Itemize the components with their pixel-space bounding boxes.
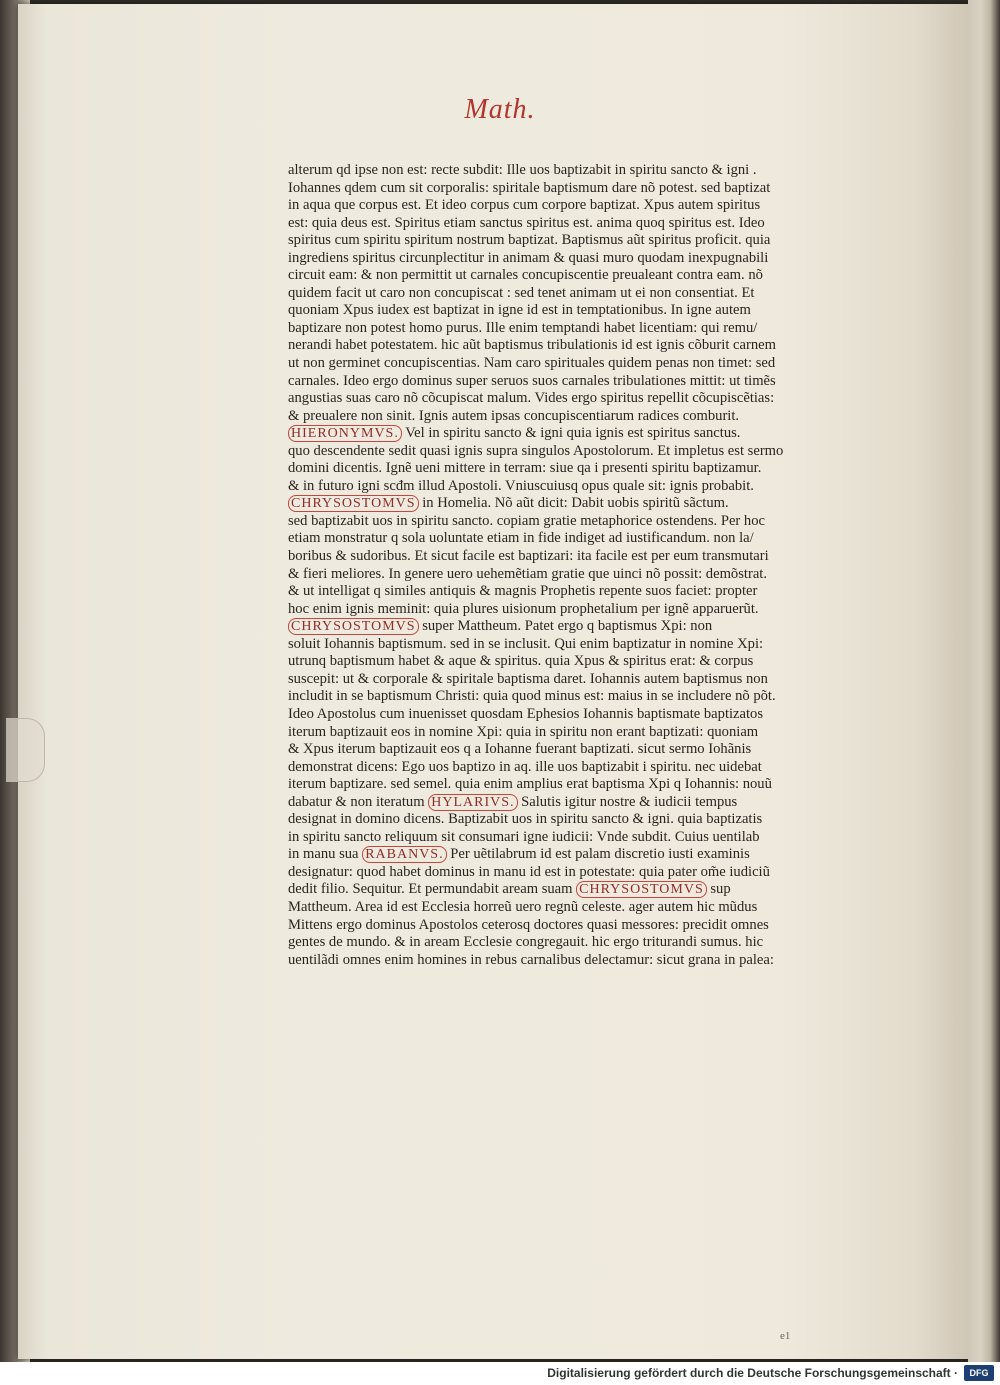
text-line <box>288 267 853 285</box>
text-line <box>288 180 853 198</box>
text-line <box>288 741 853 759</box>
line-text: suscepit: ut & corporale & spiritale baptisma daret. Iohannis autem baptismus non <box>288 670 768 687</box>
line-text: iterum baptizare. sed semel. quia enim amplius erat baptisma Xpi q Iohannis: nouũ <box>288 776 772 793</box>
text-line <box>288 513 853 531</box>
line-text: uentilãdi omnes enim homines in rebus carnalibus delectamur: sicut grana in palea: <box>288 951 774 968</box>
text-line <box>288 408 853 426</box>
page-tab-marker <box>6 718 45 782</box>
rubric-author-name: RABANVS. <box>362 846 446 863</box>
line-text: carnales. Ideo ergo dominus super seruos suos carnales tribulationes mittit: ut timẽs <box>288 372 776 389</box>
book-edge-right <box>968 0 1000 1362</box>
line-text: baptizare non potest homo purus. Ille enim temptandi habet licentiam: qui remu/ <box>288 319 758 336</box>
text-line <box>288 460 853 478</box>
line-text: spiritus cum spiritu spiritum nostrum baptizat. Baptismus aũt spiritus proficit. quia <box>288 232 771 249</box>
line-text: in spiritu sancto reliquum sit consumari igne iudicii: Vnde subdit. Cuius uentilab <box>288 828 760 845</box>
text-line <box>288 759 853 777</box>
text-line <box>288 952 853 970</box>
folio-mark: e1 <box>780 1330 791 1342</box>
line-text: sup <box>706 881 731 898</box>
text-line <box>288 215 853 233</box>
line-text: in manu sua <box>288 846 363 863</box>
line-text: boribus & sudoribus. Et sicut facile est baptizari: ita facile est per eum transmutari <box>288 548 769 565</box>
text-line <box>288 917 853 935</box>
rubric-author-name: CHRYSOSTOMVS <box>288 618 419 635</box>
text-line <box>288 355 853 373</box>
text-line <box>288 478 853 496</box>
text-line <box>288 934 853 952</box>
line-text: Per uẽtilabrum id est palam discretio iusti examinis <box>446 846 750 863</box>
text-line <box>288 794 853 812</box>
rubric-author-name: CHRYSOSTOMVS <box>288 495 419 512</box>
text-line <box>288 302 853 320</box>
line-text: est: quia deus est. Spiritus etiam sanctus spiritus est. anima quoq spiritus est. Ideo <box>288 214 765 231</box>
line-text: Iohannes qdem cum sit corporalis: spiritale baptismum dare nõ potest. sed baptizat <box>288 179 771 196</box>
text-block <box>288 162 853 969</box>
line-text: Ideo Apostolus cum inuenisset quosdam Ephesios Iohannis baptismate baptizatos <box>288 705 764 722</box>
line-text: soluit Iohannis baptismum. sed in se inclusit. Qui enim baptizatur in nomine Xpi: <box>288 635 764 652</box>
line-text: designatur: quod habet dominus in manu id est in potestate: quia pater om̃e iudiciũ <box>288 863 770 880</box>
rubric-author-name: CHRYSOSTOMVS <box>576 881 707 898</box>
text-line <box>288 706 853 724</box>
text-line <box>288 232 853 250</box>
text-line <box>288 390 853 408</box>
text-line <box>288 811 853 829</box>
line-text: utrunq baptismum habet & aque & spiritus. quia Xpus & spiritus erat: & corpus <box>288 653 754 670</box>
footer-credit: Digitalisierung gefördert durch die Deutsche Forschungsgemeinschaft · <box>547 1366 958 1380</box>
line-text: alterum qd ipse non est: recte subdit: Ille uos baptizabit in spiritu sancto & igni . <box>288 162 757 178</box>
text-line <box>288 899 853 917</box>
line-text: gentes de mundo. & in aream Ecclesie congregauit. hic ergo triturandi sumus. hic <box>288 934 764 951</box>
text-line <box>288 443 853 461</box>
line-text: hoc enim ignis meminit: quia plures uisionum prophetalium per ignẽ apparuerũt. <box>288 600 759 617</box>
line-text: angustias suas caro nõ cõcupiscat malum. Vides ergo spiritus repellit cõcupiscẽtias: <box>288 390 775 407</box>
running-head: Math. <box>464 94 536 125</box>
line-text: demonstrat dicens: Ego uos baptizo in aq. ille uos baptizabit i spiritu. nec uidebat <box>288 758 762 775</box>
line-text: sed baptizabit uos in spiritu sancto. copiam gratie metaphorice ostendens. Per hoc <box>288 512 766 529</box>
line-text: ingrediens spiritus circunplectitur in animam & quasi muro quodam inexpugnabili <box>288 249 769 266</box>
line-text: & ut intelligat q similes antiquis & magnis Prophetis repente suos faciet: propter <box>288 583 758 600</box>
text-line <box>288 548 853 566</box>
line-text: Mattheum. Area id est Ecclesia horreũ uero regnũ celeste. ager autem hic mũdus <box>288 898 758 915</box>
line-text: & in futuro igni scđm illud Apostoli. Vniuscuiusq opus quale sit: ignis probabit. <box>288 477 754 494</box>
text-line <box>288 285 853 303</box>
text-line <box>288 724 853 742</box>
text-line <box>288 162 853 180</box>
rubric-author-name: HIERONYMVS. <box>288 425 402 442</box>
text-line <box>288 846 853 864</box>
line-text: ut non germinet concupiscentias. Nam caro spirituales quidem penas non timet: sed <box>288 355 776 372</box>
line-text: quo descendente sedit quasi ignis supra singulos Apostolorum. Et impletus est sermo <box>288 442 784 459</box>
line-text: includit in se baptismum Christi: quia quod minus est: maius in se includere nõ põt. <box>288 688 776 705</box>
footer-bar <box>0 1362 1000 1385</box>
rubric-author-name: HYLARIVS. <box>428 794 517 811</box>
line-text: iterum baptizauit eos in nomine Xpi: quia in spiritu non erant baptizati: quoniam <box>288 723 759 740</box>
dfg-logo-icon: DFG <box>964 1365 994 1381</box>
line-text: domini dicentis. Ignẽ ueni mittere in terram: siue qa i presenti spiritu baptizamur. <box>288 460 762 477</box>
line-text: dedit filio. Sequitur. Et permundabit aream suam <box>288 881 577 898</box>
line-text: quidem facit ut caro non concupiscat : sed tenet animam ut ei non consentiat. Et <box>288 284 755 301</box>
line-text: in aqua que corpus est. Et ideo corpus cum corpore baptizat. Xpus autem spiritus <box>288 197 761 214</box>
text-line <box>288 566 853 584</box>
text-line <box>288 197 853 215</box>
text-line <box>288 864 853 882</box>
text-line <box>288 583 853 601</box>
line-text: & fieri meliores. In genere uero uehemẽtiam gratie que uinci nõ possit: demõstrat. <box>288 565 768 582</box>
line-text: Vel in spiritu sancto & igni quia ignis est spiritus sanctus. <box>401 425 741 442</box>
text-line <box>288 530 853 548</box>
line-text: Mittens ergo dominus Apostolos ceterosq doctores quasi messores: precidit omnes <box>288 916 769 933</box>
line-text: designat in domino dicens. Baptizabit uos in spiritu sancto & igni. quia baptizatis <box>288 811 763 828</box>
line-text: in Homelia. Nõ aũt dicit: Dabit uobis spiritũ sãctum. <box>418 495 729 512</box>
text-line <box>288 373 853 391</box>
text-line <box>288 618 853 636</box>
text-line <box>288 495 853 513</box>
line-text: etiam monstratur q sola uoluntate etiam in fide indiget ad iustificandum. non la/ <box>288 530 754 547</box>
line-text: dabatur & non iteratum <box>288 793 429 810</box>
text-line <box>288 671 853 689</box>
text-line <box>288 425 853 443</box>
line-text: nerandi habet potestatem. hic aũt baptismus tribulationis id est ignis cõburit carnem <box>288 337 776 354</box>
line-text: quoniam Xpus iudex est baptizat in igne id est in temptationibus. In igne autem <box>288 302 751 319</box>
text-line <box>288 601 853 619</box>
text-line <box>288 250 853 268</box>
text-line <box>288 636 853 654</box>
text-line <box>288 688 853 706</box>
line-text: & preualere non sinit. Ignis autem ipsas concupiscentiarum radices comburit. <box>288 407 740 424</box>
text-line <box>288 776 853 794</box>
text-line <box>288 653 853 671</box>
text-line <box>288 881 853 899</box>
text-line <box>288 320 853 338</box>
line-text: circuit eam: & non permittit ut carnales concupiscentie preualeant contra eam. nõ <box>288 267 763 284</box>
text-line <box>288 829 853 847</box>
line-text: Salutis igitur nostre & iudicii tempus <box>517 793 738 810</box>
line-text: super Mattheum. Patet ergo q baptismus Xpi: non <box>418 618 713 635</box>
text-line <box>288 337 853 355</box>
line-text: & Xpus iterum baptizauit eos q a Iohanne fuerant baptizati. sicut sermo Iohãnis <box>288 741 752 758</box>
